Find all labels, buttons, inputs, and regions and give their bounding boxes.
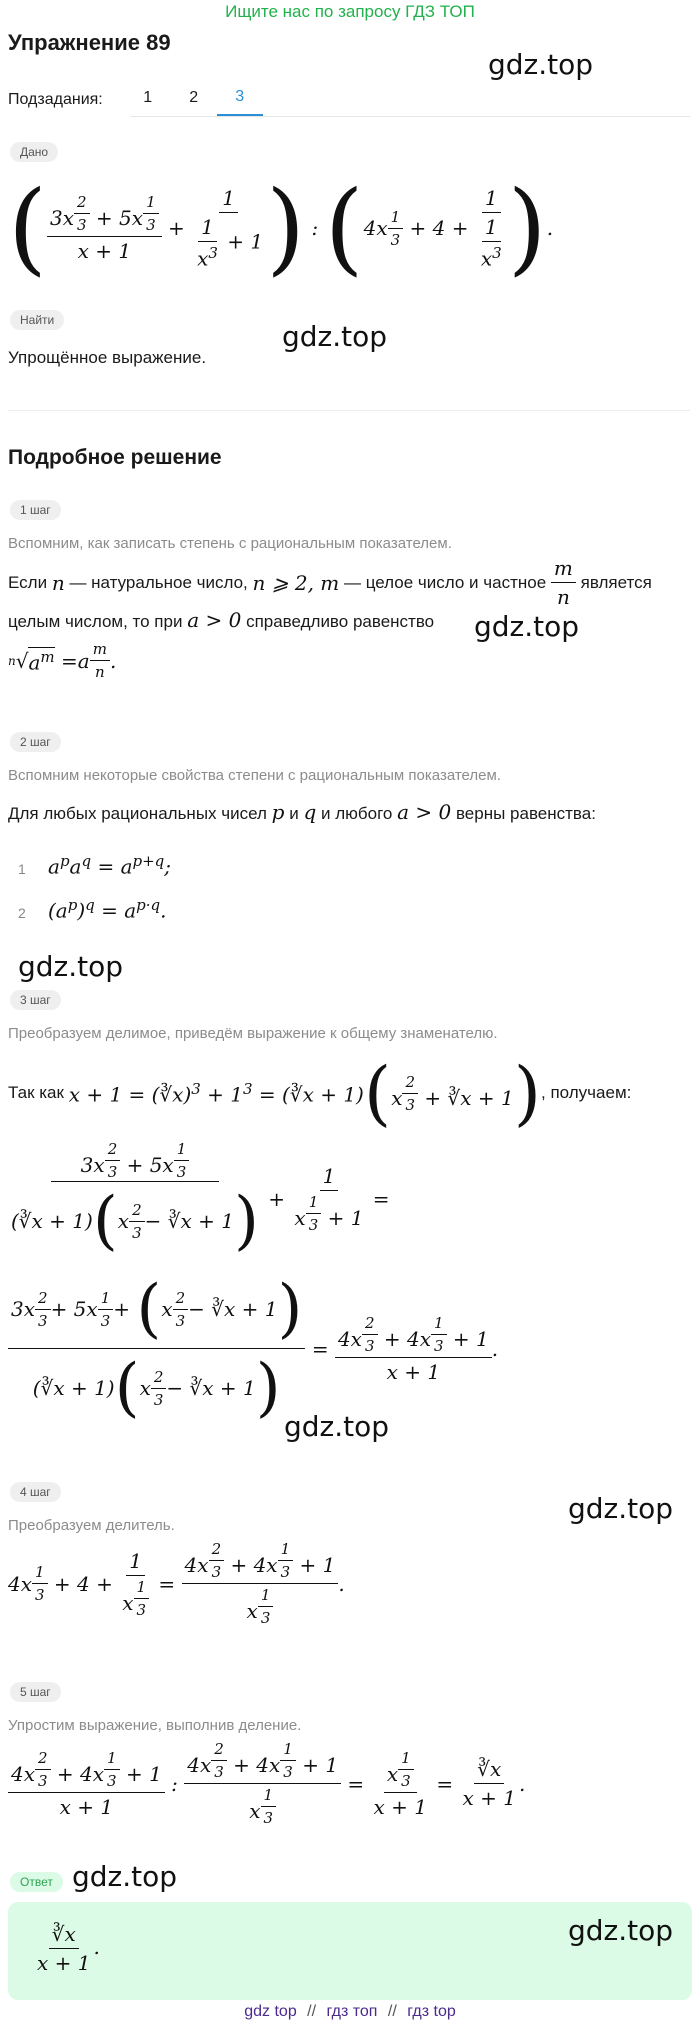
step-1-line-1: Если n — натуральное число, n ⩾ 2, m — целое число и частное m n является — [8, 556, 652, 609]
step-5-hint: Упростим выражение, выполнив деление. — [8, 1717, 302, 1734]
find-text: Упрощённое выражение. — [8, 348, 207, 367]
footer-link-2[interactable]: гдз топ — [326, 2003, 378, 2020]
footer-separator: // — [387, 2003, 397, 2020]
property-1: 1 $a^pa^q = a^{p+q}$; — [18, 852, 172, 879]
watermark: gdz.top — [72, 1860, 178, 1893]
step-1-hint: Вспомним, как записать степень с рациональным показателем. — [8, 535, 452, 552]
given-pill: Дано — [10, 142, 58, 162]
step-5-formula: 4x $^{\frac{2}{3}}$ + 4x $^{\frac{1}{3}}$ + 1 x + 1 : 4x $^{\frac{2}{3}}$ + 4x $^{\frac{1}{3}}$ + 1 x $^{\frac{1}{3}}$ = x $^{\frac{1}{3}}$ x + 1 = ∛x x + 1 . — [8, 1740, 525, 1827]
footer-separator: // — [307, 2003, 317, 2020]
step-3-formula-2: 3x $\frac{2}{3}$ + 5x $\frac{1}{3}$ + ( x $\frac{2}{3}$ − ∛x + 1 ) (∛x + 1) ( x $\frac{2}{3}$ − ∛x + 1 ) = 4x $^{\frac{2}{3}}$ + 4x $^{\frac{1}{3}}$ + 1 x + 1 . — [8, 1272, 498, 1425]
promo-banner[interactable]: Ищите нас по запросу ГДЗ ТОП — [225, 2, 475, 21]
page-title: Упражнение 89 — [8, 30, 171, 55]
step-2-hint: Вспомним некоторые свойства степени с рациональным показателем. — [8, 767, 501, 784]
step-4-hint: Преобразуем делитель. — [8, 1517, 175, 1534]
footer-link-1[interactable]: gdz top — [244, 2003, 297, 2020]
watermark: gdz.top — [282, 320, 388, 353]
answer-pill: Ответ — [10, 1872, 63, 1892]
watermark: gdz.top — [284, 1410, 390, 1443]
divider — [8, 410, 690, 411]
step-2-line: Для любых рациональных чисел p и q и любого a > 0 верны равенства: — [8, 800, 596, 824]
watermark: gdz.top — [18, 950, 124, 983]
step-3-hint: Преобразуем делимое, приведём выражение к общему знаменателю. — [8, 1025, 498, 1042]
tabs-divider — [130, 116, 690, 117]
subtasks-label: Подзадания: — [8, 91, 103, 108]
step-4-pill: 4 шаг — [10, 1482, 61, 1502]
subtasks-nav — [8, 84, 263, 116]
solution-heading: Подробное решение — [8, 446, 222, 469]
tab-3[interactable]: 3 — [217, 84, 263, 116]
step-1-line-2: целым числом, то при a > 0 справедливо равенство — [8, 608, 435, 632]
footer-link-3[interactable]: гдз top — [407, 2003, 456, 2020]
watermark: gdz.top — [488, 48, 594, 81]
footer-links — [0, 2003, 700, 2021]
step-1-pill: 1 шаг — [10, 500, 61, 520]
tab-1[interactable]: 1 — [143, 89, 153, 106]
tab-2[interactable]: 2 — [189, 89, 199, 106]
step-3-formula-1: 3x $^{\frac{2}{3}}$ + 5x $^{\frac{1}{3}}$ (∛x + 1) ( x $\frac{2}{3}$ − ∛x + 1 ) + 1 x $^{\frac{1}{3}}$ + 1 = — [11, 1140, 390, 1258]
step-4-formula: 4x $\frac{1}{3}$ + 4 + 1 x $^{\frac{1}{3}}$ = 4x $^{\frac{2}{3}}$ + 4x $^{\frac{1}{3}}$ + 1 x $^{\frac{1}{3}}$ . — [8, 1540, 345, 1627]
step-1-formula: n √ $a^m$ = a $\frac{m}{n}$ . — [8, 640, 117, 681]
step-2-pill: 2 шаг — [10, 732, 61, 752]
step-5-pill: 5 шаг — [10, 1682, 61, 1702]
step-3-pill: 3 шаг — [10, 990, 61, 1010]
watermark: gdz.top — [474, 610, 580, 643]
property-2: 2 $(a^p)^q = a^{p\cdot q}$. — [18, 896, 167, 923]
watermark: gdz.top — [568, 1914, 674, 1947]
answer-formula: $\frac{∛x}{x + 1}$ . — [37, 1922, 100, 1975]
given-expression: ( 3x $^{\frac{2}{3}}$ + 5x $^{\frac{1}{3}}$ x + 1 + 1 $\frac{1}{x^3}$ + 1 ) : ( 4 x $\frac{1}{3}$ + 4 + 1 $\frac{1}{x^3}$ ) . — [8, 169, 554, 286]
find-pill: Найти — [10, 310, 64, 330]
watermark: gdz.top — [568, 1492, 674, 1525]
step-3-line: Так как x + 1 = (∛x)$^3$ + $1^3$ = (∛x + 1) ( x $^{\frac{2}{3}}$ + ∛x + 1 ) , получаем: — [8, 1052, 632, 1134]
